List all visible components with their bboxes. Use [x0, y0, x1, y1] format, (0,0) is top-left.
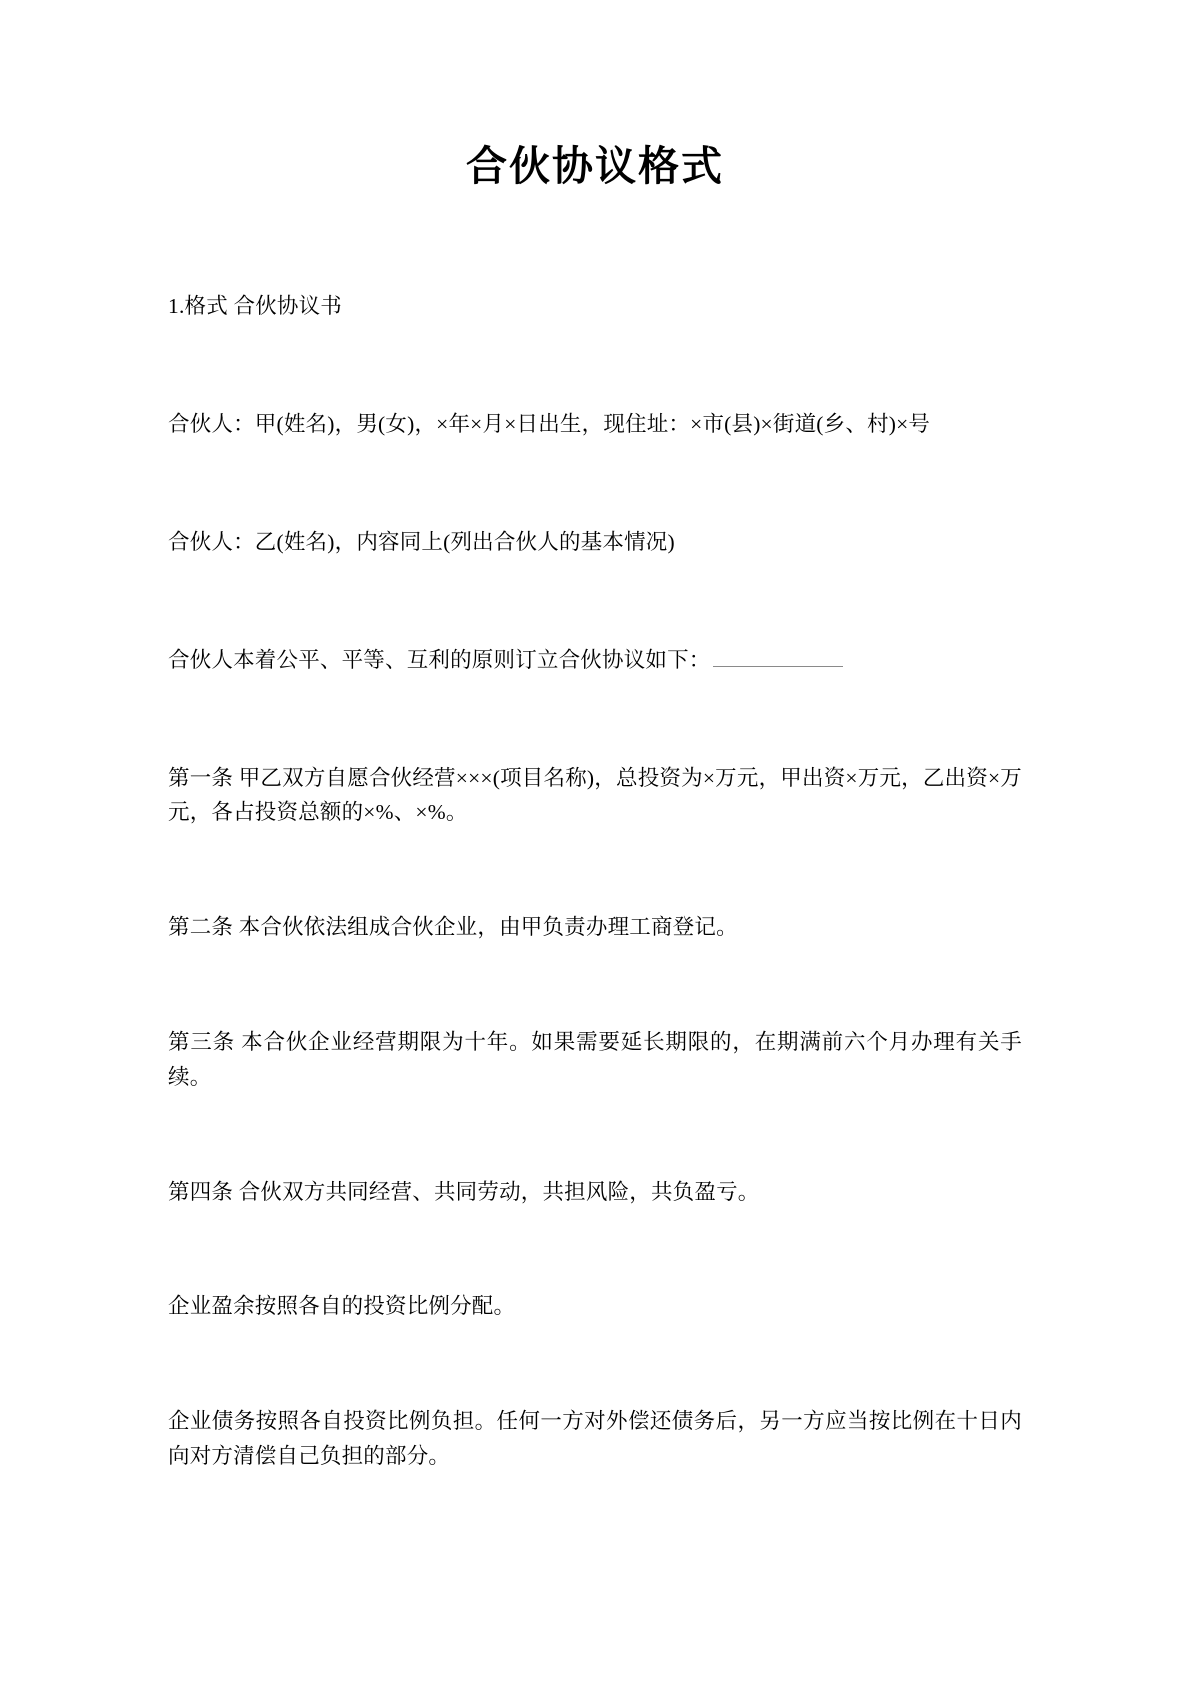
paragraph-profit-share: 企业盈余按照各自的投资比例分配。 [168, 1294, 516, 1319]
paragraph-article-4: 第四条 合伙双方共同经营、共同劳动，共担风险，共负盈亏。 [168, 1179, 760, 1204]
paragraph-preamble [168, 643, 1022, 678]
paragraph-partner-b: 合伙人：乙(姓名)，内容同上(列出合伙人的基本情况) [168, 529, 675, 554]
paragraph-article-2: 第二条 本合伙依法组成合伙企业，由甲负责办理工商登记。 [168, 915, 738, 940]
paragraph-debt-share: 企业债务按照各自投资比例负担。任何一方对外偿还债务后，另一方应当按比例在十日内向对方清偿自己负担的部分。 [168, 1409, 1022, 1469]
document-body [168, 0, 1022, 1474]
fill-in-blank-line [713, 645, 843, 666]
paragraph-article-1: 第一条 甲乙双方自愿合伙经营×××(项目名称)，总投资为×万元，甲出资×万元，乙出资×万元，各占投资总额的×%、×%。 [168, 765, 1022, 825]
page-title: 合伙协议格式 [466, 142, 724, 190]
section-label: 1.格式 合伙协议书 [168, 294, 343, 319]
paragraph-partner-a: 合伙人：甲(姓名)，男(女)，×年×月×日出生，现住址：×市(县)×街道(乡、村)×号 [168, 412, 931, 437]
preamble-text: 合伙人本着公平、平等、互利的原则订立合伙协议如下： [168, 647, 711, 672]
paragraph-article-3: 第三条 本合伙企业经营期限为十年。如果需要延长期限的，在期满前六个月办理有关手续。 [168, 1029, 1022, 1089]
